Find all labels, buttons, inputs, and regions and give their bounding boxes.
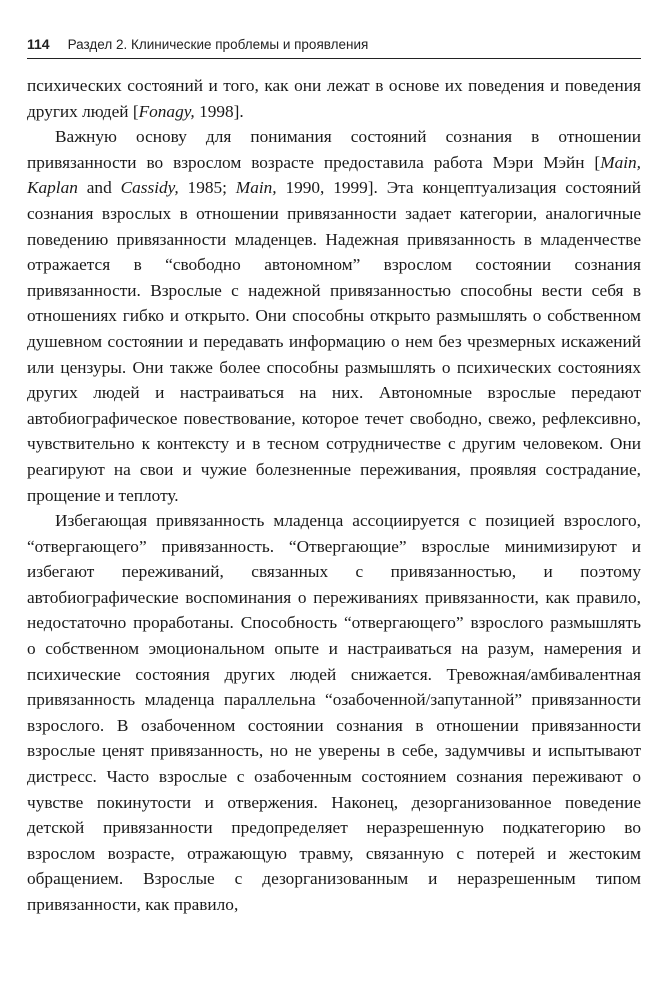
body-text — [27, 73, 641, 918]
paragraph-text: 1985; — [178, 178, 236, 198]
section-title: Раздел 2. Клинические проблемы и проявления — [67, 37, 369, 52]
citation-author: Main, Kaplan — [27, 152, 641, 198]
paragraph — [27, 73, 641, 124]
citation-author: Main, — [235, 178, 277, 198]
running-header — [27, 0, 641, 59]
paragraph — [27, 508, 641, 918]
citation-author: Cassidy, — [120, 178, 179, 198]
paragraph-text: 1998]. — [194, 101, 244, 121]
paragraph-text: Избегающая привязанность младенца ассоциируется с позицией взрослого, “отвергающего” привязанность. “Отвергающие” взрослые минимизируют и избегают переживаний, связанных с привязанностью, и поэтому автобиографические воспоминания о переживаниях привязанности, как правило, недостаточно проработаны. Способность “отвергающего” взрослого размышлять о собственном эмоциональном опыте и настраиваться на разум, намерения и психические состояния других людей снижается. Тревожная/амбивалентная привязанность младенца параллельна “озабоченной/запутанной” привязанности взрослого. В озабоченном состоянии сознания в отношении привязанности взрослые ценят привязанность, но не уверены в себе, задумчивы и испытывают дистресс. Часто взрослые с озабоченным состоянием сознания переживают о чувстве покинутости и отвержения. Наконец, дезорганизованное поведение детской привязанности предопределяет неразрешенную подкатегорию во взрослом возрасте, отражающую травму, связанную с потерей и жестоким обращением. Взрослые с дезорганизованным и неразрешенным типом привязанности, как правило, — [27, 511, 641, 914]
paragraph-text: 1990, 1999]. Эта концептуализация состояний сознания взрослых в отношении привязанности задает категории, аналогичные поведению привязанности младенцев. Надежная привязанность в младенчестве отражается в “свободно автономном” взрослом состоянии сознания привязанности. Взрослые с надежной привязанностью способны вести себя в отношениях гибко и открыто. Они способны открыто размышлять о собственном душевном состоянии и передавать информацию о нем без чрезмерных искажений или цензуры. Они также более способны размышлять о психических состояниях других людей и настраиваться на них. Автономные взрослые передают автобиографическое повествование, которое течет свободно, свежо, рефлексивно, чувствительно к контексту и в тесном сотрудничестве с другим человеком. Они реагируют на свои и чужие болезненные переживания, проявляя сострадание, прощение и теплоту. — [27, 178, 641, 505]
paragraph — [27, 124, 641, 508]
paragraph-text: and — [77, 178, 121, 198]
paragraph-text: психических состояний и того, как они лежат в основе их поведения и поведения других людей [ — [27, 76, 641, 121]
citation-author: Fonagy, — [138, 101, 195, 121]
page-number: 114 — [27, 36, 50, 52]
paragraph-text: Важную основу для понимания состояний сознания в отношении привязанности во взрослом возрасте предоставила работа Мэри Мэйн [ — [27, 127, 641, 172]
